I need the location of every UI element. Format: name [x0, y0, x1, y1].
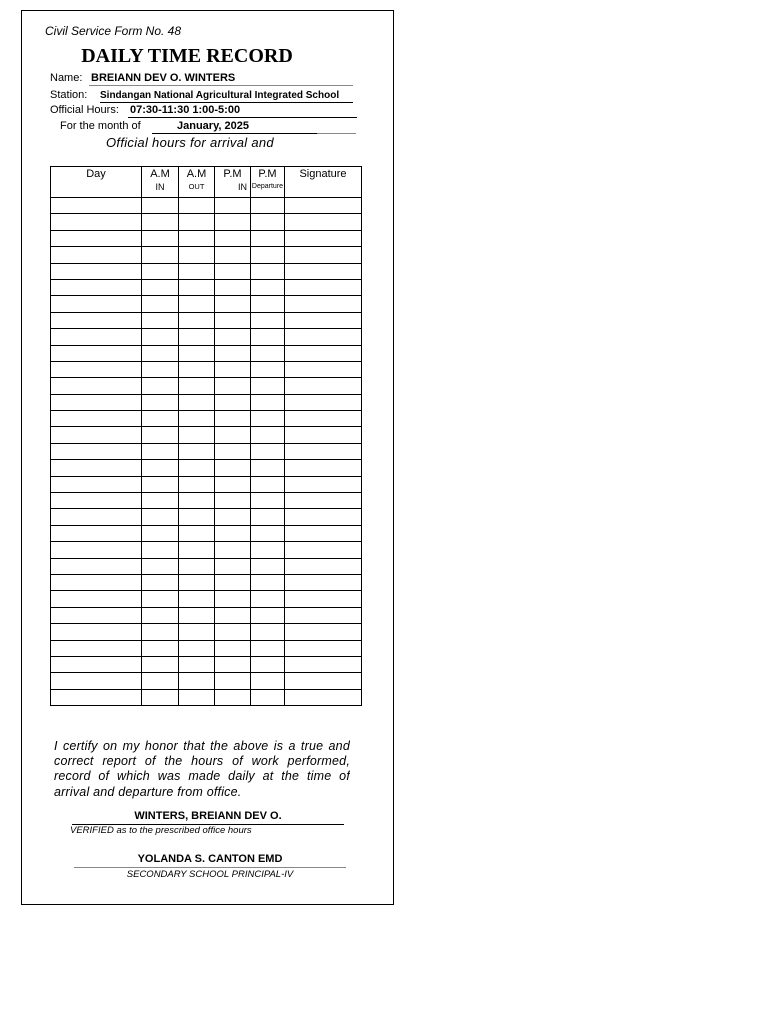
signature-cell: [285, 525, 362, 541]
header-am-out-sub: OUT: [188, 182, 205, 191]
pm-departure-cell: [251, 345, 285, 361]
day-cell: [51, 345, 142, 361]
pm-in-cell: [215, 378, 251, 394]
pm-in-cell: [215, 640, 251, 656]
signature-cell: [285, 312, 362, 328]
day-cell: [51, 574, 142, 590]
pm-departure-cell: [251, 263, 285, 279]
am-in-cell: [142, 542, 179, 558]
signature-cell: [285, 493, 362, 509]
am-in-cell: [142, 460, 179, 476]
table-row: [51, 214, 362, 230]
signature-cell: [285, 378, 362, 394]
header-am-in-sub: IN: [155, 182, 165, 192]
signature-cell: [285, 460, 362, 476]
am-out-cell: [179, 542, 215, 558]
day-cell: [51, 198, 142, 214]
signature-cell: [285, 247, 362, 263]
day-cell: [51, 509, 142, 525]
am-in-cell: [142, 591, 179, 607]
pm-departure-cell: [251, 214, 285, 230]
am-in-cell: [142, 394, 179, 410]
am-out-cell: [179, 411, 215, 427]
signature-cell: [285, 411, 362, 427]
table-row: [51, 460, 362, 476]
am-in-cell: [142, 329, 179, 345]
table-row: [51, 689, 362, 705]
pm-in-cell: [215, 476, 251, 492]
signature-cell: [285, 607, 362, 623]
signature-cell: [285, 443, 362, 459]
hours-underline: [128, 117, 357, 118]
day-cell: [51, 263, 142, 279]
pm-in-cell: [215, 525, 251, 541]
pm-in-cell: [215, 673, 251, 689]
table-row: [51, 394, 362, 410]
pm-in-cell: [215, 230, 251, 246]
station-label: Station:: [50, 89, 88, 101]
pm-departure-cell: [251, 394, 285, 410]
am-out-cell: [179, 361, 215, 377]
signature-cell: [285, 558, 362, 574]
station-value: Sindangan National Agricultural Integrated School: [100, 90, 340, 101]
am-out-cell: [179, 558, 215, 574]
signature-cell: [285, 345, 362, 361]
principal-position: SECONDARY SCHOOL PRINCIPAL-IV: [126, 869, 294, 880]
day-cell: [51, 460, 142, 476]
table-row: [51, 443, 362, 459]
pm-departure-cell: [251, 542, 285, 558]
am-in-cell: [142, 345, 179, 361]
am-out-cell: [179, 591, 215, 607]
header-pm-departure-sub: Departure: [251, 183, 284, 190]
am-out-cell: [179, 476, 215, 492]
am-in-cell: [142, 361, 179, 377]
table-row: [51, 198, 362, 214]
pm-departure-cell: [251, 247, 285, 263]
day-cell: [51, 312, 142, 328]
day-cell: [51, 279, 142, 295]
header-am-out-label: A.M: [186, 168, 207, 180]
day-cell: [51, 427, 142, 443]
table-row: [51, 279, 362, 295]
am-in-cell: [142, 476, 179, 492]
employee-signature-name: WINTERS, BREIANN DEV O.: [134, 810, 282, 822]
table-row: [51, 427, 362, 443]
am-out-cell: [179, 607, 215, 623]
pm-in-cell: [215, 361, 251, 377]
am-out-cell: [179, 394, 215, 410]
am-in-cell: [142, 443, 179, 459]
pm-in-cell: [215, 493, 251, 509]
table-row: [51, 673, 362, 689]
day-cell: [51, 673, 142, 689]
pm-in-cell: [215, 624, 251, 640]
pm-in-cell: [215, 345, 251, 361]
station-underline: [100, 102, 353, 103]
pm-departure-cell: [251, 361, 285, 377]
header-am-in: [142, 167, 179, 198]
pm-departure-cell: [251, 689, 285, 705]
header-am-in-label: A.M: [150, 168, 170, 180]
am-in-cell: [142, 607, 179, 623]
table-row: [51, 624, 362, 640]
am-in-cell: [142, 411, 179, 427]
table-body: [51, 198, 362, 706]
pm-in-cell: [215, 460, 251, 476]
day-cell: [51, 689, 142, 705]
pm-in-cell: [215, 247, 251, 263]
pm-in-cell: [215, 394, 251, 410]
am-out-cell: [179, 673, 215, 689]
pm-departure-cell: [251, 607, 285, 623]
month-underline-extension: [317, 133, 356, 134]
day-cell: [51, 361, 142, 377]
signature-cell: [285, 624, 362, 640]
name-label: Name:: [50, 72, 83, 84]
signature-cell: [285, 509, 362, 525]
table-row: [51, 656, 362, 672]
signature-cell: [285, 427, 362, 443]
pm-in-cell: [215, 263, 251, 279]
am-in-cell: [142, 378, 179, 394]
header-pm-in-sub: IN: [238, 182, 247, 192]
table-row: [51, 230, 362, 246]
pm-departure-cell: [251, 640, 285, 656]
am-out-cell: [179, 312, 215, 328]
am-in-cell: [142, 296, 179, 312]
am-out-cell: [179, 509, 215, 525]
table-row: [51, 493, 362, 509]
pm-departure-cell: [251, 656, 285, 672]
signature-cell: [285, 263, 362, 279]
am-in-cell: [142, 427, 179, 443]
pm-in-cell: [215, 558, 251, 574]
header-signature: Signature: [285, 167, 362, 198]
am-out-cell: [179, 230, 215, 246]
am-out-cell: [179, 443, 215, 459]
pm-in-cell: [215, 296, 251, 312]
am-in-cell: [142, 509, 179, 525]
signature-cell: [285, 394, 362, 410]
table-row: [51, 476, 362, 492]
day-cell: [51, 493, 142, 509]
am-in-cell: [142, 312, 179, 328]
am-in-cell: [142, 640, 179, 656]
day-cell: [51, 624, 142, 640]
table-row: [51, 509, 362, 525]
am-in-cell: [142, 624, 179, 640]
day-cell: [51, 443, 142, 459]
month-label: For the month of: [60, 120, 141, 132]
am-in-cell: [142, 689, 179, 705]
signature-cell: [285, 279, 362, 295]
am-out-cell: [179, 329, 215, 345]
month-underline: [152, 133, 317, 134]
am-out-cell: [179, 640, 215, 656]
pm-departure-cell: [251, 476, 285, 492]
day-cell: [51, 247, 142, 263]
day-cell: [51, 378, 142, 394]
day-cell: [51, 411, 142, 427]
pm-departure-cell: [251, 558, 285, 574]
day-cell: [51, 476, 142, 492]
day-cell: [51, 558, 142, 574]
am-out-cell: [179, 460, 215, 476]
pm-in-cell: [215, 329, 251, 345]
pm-departure-cell: [251, 493, 285, 509]
name-value: BREIANN DEV O. WINTERS: [91, 72, 236, 84]
pm-departure-cell: [251, 574, 285, 590]
table-row: [51, 312, 362, 328]
day-cell: [51, 640, 142, 656]
day-cell: [51, 591, 142, 607]
day-cell: [51, 525, 142, 541]
month-value: January, 2025: [177, 120, 249, 132]
pm-departure-cell: [251, 509, 285, 525]
table-row: [51, 296, 362, 312]
am-in-cell: [142, 263, 179, 279]
table-row: [51, 640, 362, 656]
am-out-cell: [179, 624, 215, 640]
table-row: [51, 411, 362, 427]
signature-cell: [285, 656, 362, 672]
am-out-cell: [179, 656, 215, 672]
table-row: [51, 574, 362, 590]
day-cell: [51, 214, 142, 230]
pm-departure-cell: [251, 624, 285, 640]
header-pm-departure-label: P.M: [258, 168, 277, 180]
am-in-cell: [142, 247, 179, 263]
form-title: DAILY TIME RECORD: [81, 45, 293, 67]
pm-departure-cell: [251, 296, 285, 312]
table-row: [51, 542, 362, 558]
signature-cell: [285, 296, 362, 312]
official-hours-note: Official hours for arrival and: [106, 135, 274, 150]
pm-in-cell: [215, 214, 251, 230]
header-pm-in-label: P.M: [223, 168, 242, 180]
pm-in-cell: [215, 411, 251, 427]
am-out-cell: [179, 345, 215, 361]
table-row: [51, 361, 362, 377]
am-out-cell: [179, 689, 215, 705]
day-cell: [51, 296, 142, 312]
certification-text: I certify on my honor that the above is a true and correct report of the hours of work performed, record of which was made daily at the time of arrival and departure from office.: [54, 739, 350, 799]
table-row: [51, 263, 362, 279]
table-row: [51, 345, 362, 361]
am-in-cell: [142, 656, 179, 672]
am-out-cell: [179, 214, 215, 230]
principal-signature-line: [74, 867, 346, 868]
hours-label: Official Hours:: [50, 104, 119, 116]
am-in-cell: [142, 214, 179, 230]
day-cell: [51, 607, 142, 623]
pm-departure-cell: [251, 279, 285, 295]
am-in-cell: [142, 198, 179, 214]
table-row: [51, 247, 362, 263]
header-pm-in: [215, 167, 251, 198]
header-am-out: [179, 167, 215, 198]
table-row: [51, 591, 362, 607]
signature-cell: [285, 230, 362, 246]
day-cell: [51, 394, 142, 410]
pm-in-cell: [215, 198, 251, 214]
am-in-cell: [142, 673, 179, 689]
pm-departure-cell: [251, 591, 285, 607]
am-in-cell: [142, 525, 179, 541]
pm-in-cell: [215, 542, 251, 558]
daily-time-record-form: [21, 10, 394, 905]
pm-departure-cell: [251, 378, 285, 394]
signature-cell: [285, 689, 362, 705]
table-header-row: [51, 167, 362, 198]
am-out-cell: [179, 263, 215, 279]
am-out-cell: [179, 525, 215, 541]
pm-in-cell: [215, 656, 251, 672]
table-row: [51, 558, 362, 574]
am-out-cell: [179, 574, 215, 590]
name-underline: [89, 85, 353, 86]
signature-cell: [285, 361, 362, 377]
pm-in-cell: [215, 427, 251, 443]
am-out-cell: [179, 198, 215, 214]
table-row: [51, 329, 362, 345]
table-row: [51, 378, 362, 394]
pm-departure-cell: [251, 673, 285, 689]
day-cell: [51, 329, 142, 345]
signature-cell: [285, 574, 362, 590]
signature-cell: [285, 198, 362, 214]
am-in-cell: [142, 574, 179, 590]
signature-cell: [285, 542, 362, 558]
pm-in-cell: [215, 689, 251, 705]
form-number: Civil Service Form No. 48: [45, 24, 182, 38]
signature-cell: [285, 673, 362, 689]
am-out-cell: [179, 378, 215, 394]
am-out-cell: [179, 247, 215, 263]
time-record-table: [50, 166, 362, 706]
pm-departure-cell: [251, 460, 285, 476]
am-in-cell: [142, 493, 179, 509]
pm-in-cell: [215, 574, 251, 590]
verified-note: VERIFIED as to the prescribed office hours: [70, 825, 252, 836]
pm-in-cell: [215, 312, 251, 328]
am-out-cell: [179, 427, 215, 443]
pm-departure-cell: [251, 427, 285, 443]
pm-in-cell: [215, 279, 251, 295]
pm-departure-cell: [251, 312, 285, 328]
pm-in-cell: [215, 443, 251, 459]
table-row: [51, 525, 362, 541]
hours-value: 07:30-11:30 1:00-5:00: [130, 104, 241, 116]
day-cell: [51, 656, 142, 672]
principal-name: YOLANDA S. CANTON EMD: [137, 853, 283, 865]
pm-departure-cell: [251, 198, 285, 214]
am-in-cell: [142, 558, 179, 574]
signature-cell: [285, 214, 362, 230]
pm-departure-cell: [251, 230, 285, 246]
header-day: Day: [51, 167, 142, 198]
signature-cell: [285, 476, 362, 492]
pm-departure-cell: [251, 411, 285, 427]
pm-in-cell: [215, 509, 251, 525]
am-in-cell: [142, 230, 179, 246]
header-pm-departure: [251, 167, 285, 198]
pm-in-cell: [215, 607, 251, 623]
pm-departure-cell: [251, 329, 285, 345]
pm-in-cell: [215, 591, 251, 607]
pm-departure-cell: [251, 443, 285, 459]
am-in-cell: [142, 279, 179, 295]
day-cell: [51, 230, 142, 246]
signature-cell: [285, 640, 362, 656]
signature-cell: [285, 329, 362, 345]
signature-cell: [285, 591, 362, 607]
am-out-cell: [179, 296, 215, 312]
pm-departure-cell: [251, 525, 285, 541]
table-row: [51, 607, 362, 623]
am-out-cell: [179, 279, 215, 295]
am-out-cell: [179, 493, 215, 509]
day-cell: [51, 542, 142, 558]
